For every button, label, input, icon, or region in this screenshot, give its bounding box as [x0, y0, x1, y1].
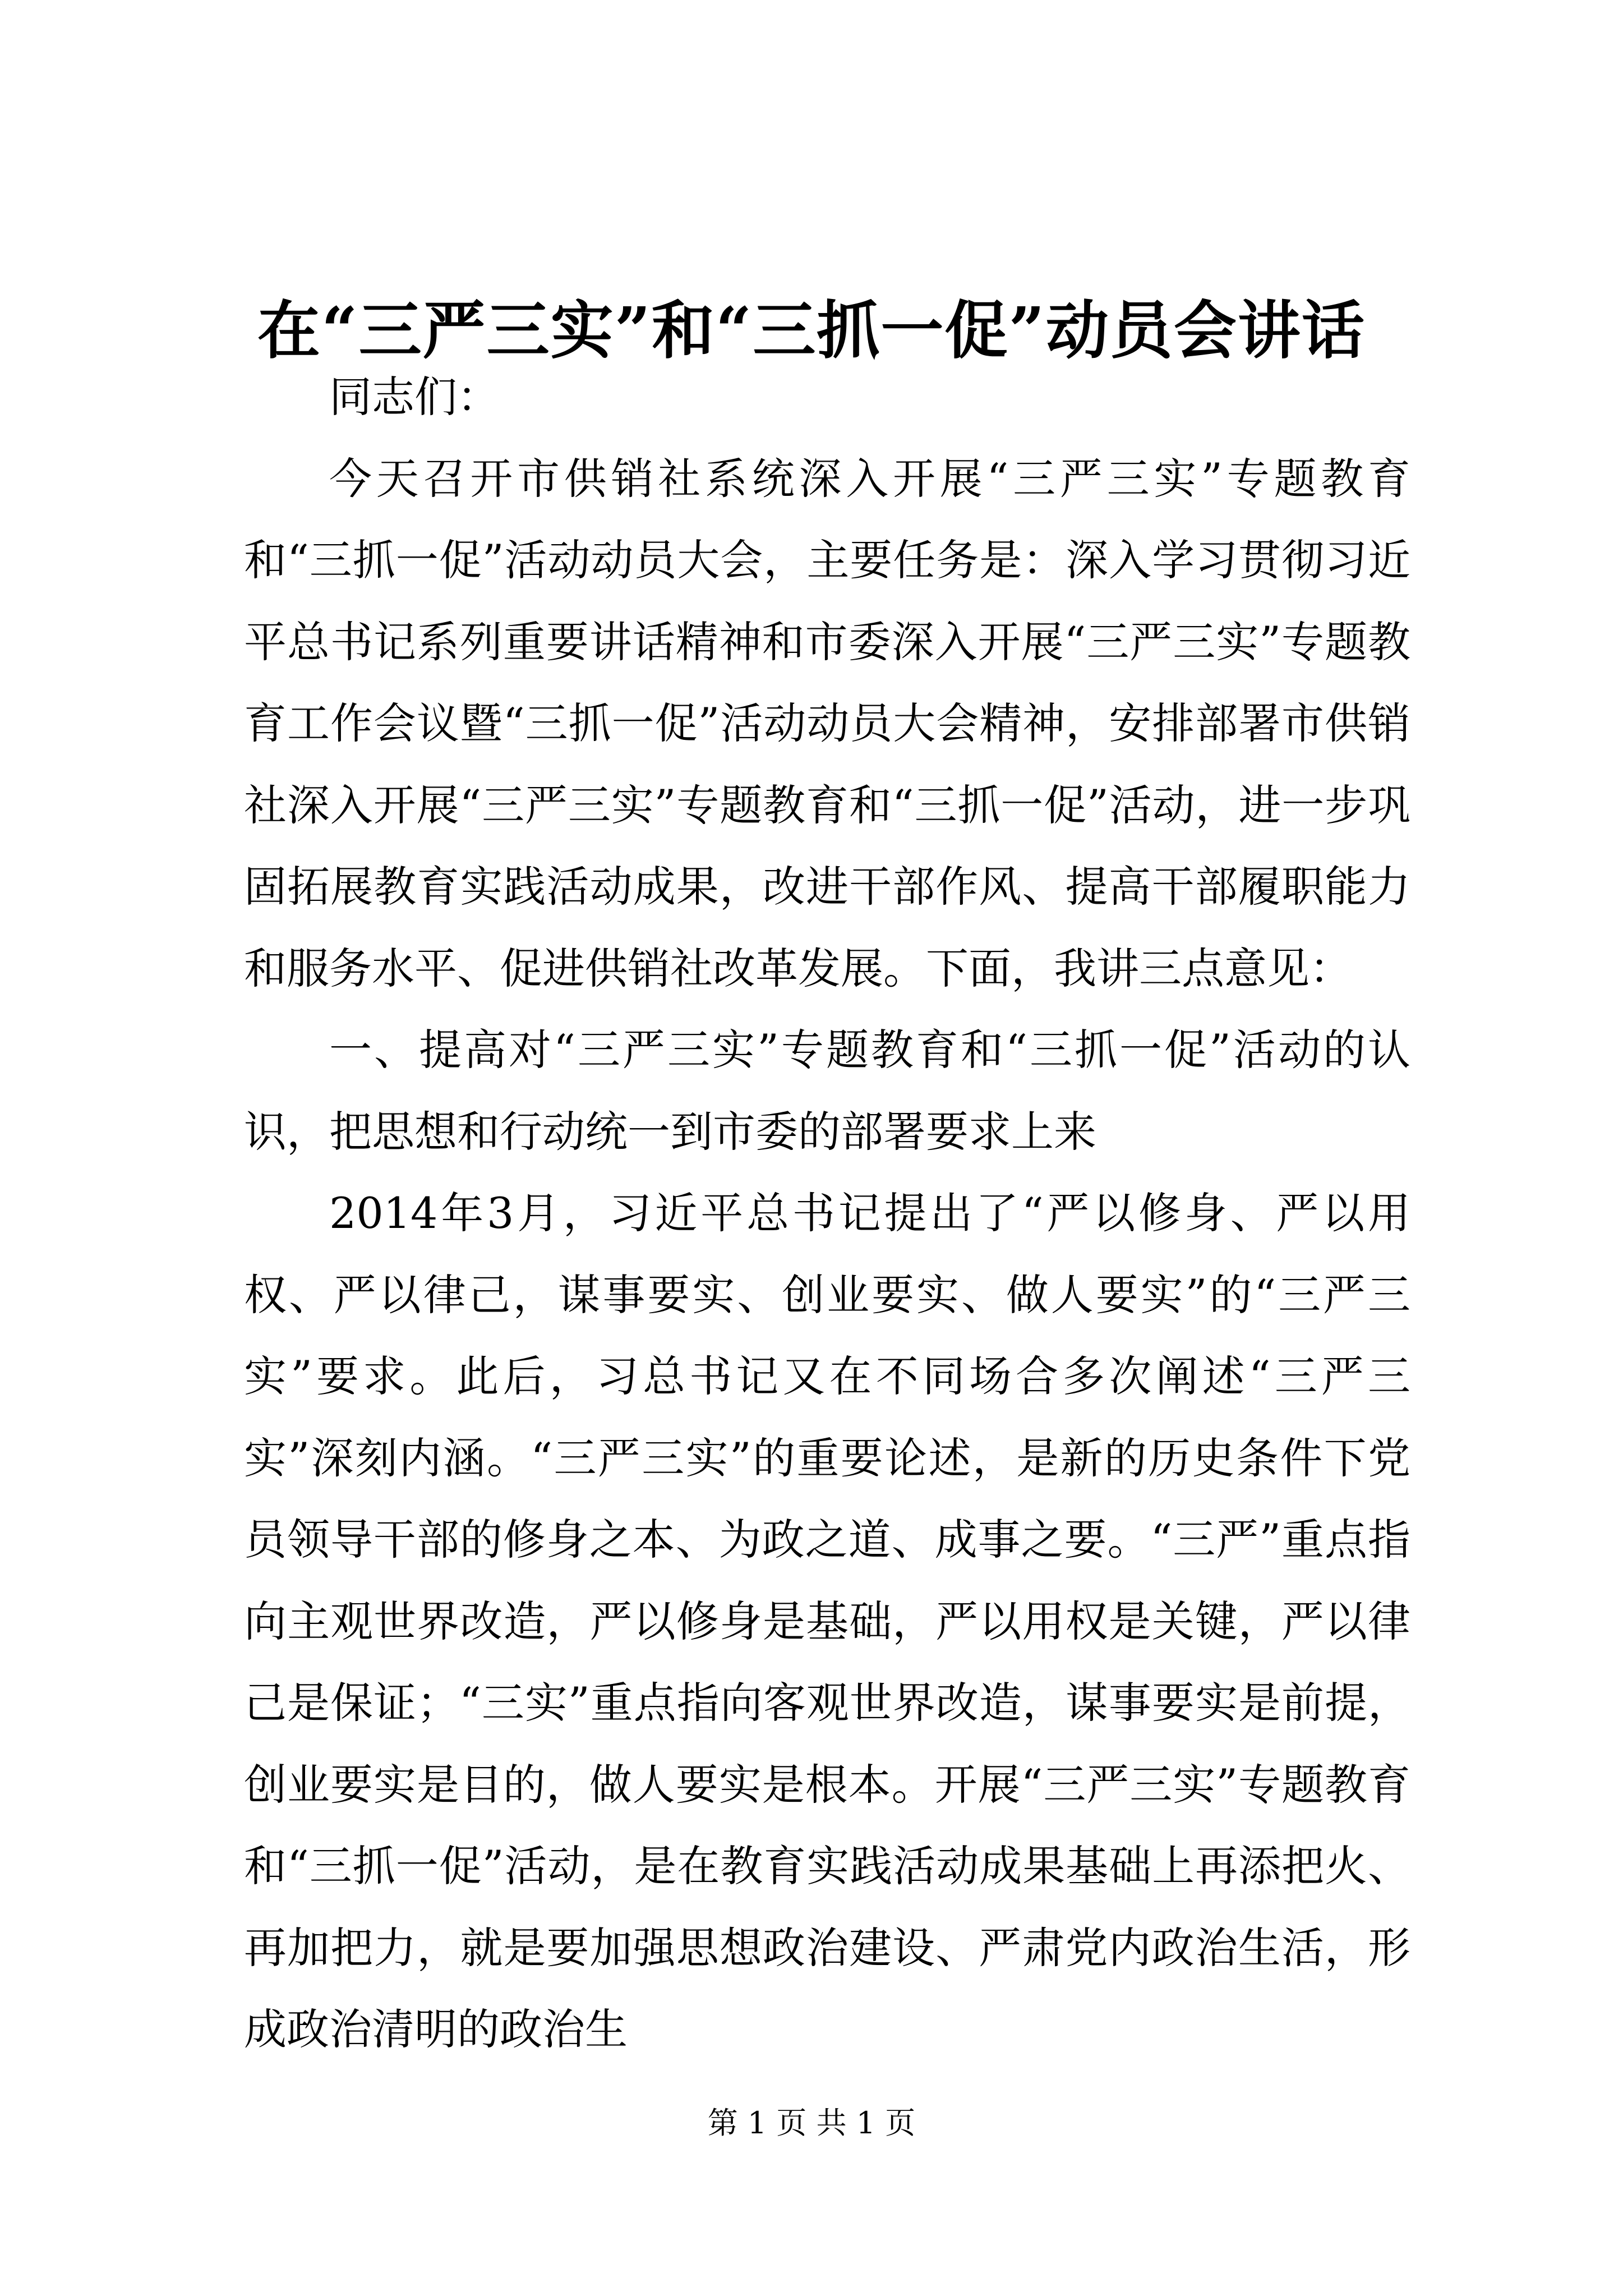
body-paragraph: 2014年3月，习近平总书记提出了“严以修身、严以用权、严以律己，谋事要实、创业要实、做人要实”的“三严三实”要求。此后，习总书记又在不同场合多次阐述“三严三实”深刻内涵。“三严三实”的重要论述，是新的历史条件下党员领导干部的修身之本、为政之道、成事之要。“三严”重点指向主观世界改造，严以修身是基础，严以用权是关键，严以律己是保证；“三实”重点指向客观世界改造，谋事要实是前提，创业要实是目的，做人要实是根本。开展“三严三实”专题教育和“三抓一促”活动，是在教育实践活动成果基础上再添把火、再加把力，就是要加强思想政治建设、严肃党内政治生活，形成政治清明的政治生 — [244, 1188, 1410, 2054]
salutation-paragraph: 同志们： — [329, 372, 500, 422]
document-body — [244, 356, 1410, 2070]
intro-paragraph: 今天召开市供销社系统深入开展“三严三实”专题教育和“三抓一促”活动动员大会，主要任务是：深入学习贯彻习近平总书记系列重要讲话精神和市委深入开展“三严三实”专题教育工作会议暨“三抓一促”活动动员大会精神，安排部署市供销社深入开展“三严三实”专题教育和“三抓一促”活动，进一步巩固拓展教育实践活动成果，改进干部作风、提高干部履职能力和服务水平、促进供销社改革发展。下面，我讲三点意见： — [244, 453, 1410, 993]
section-heading-paragraph: 一、提高对“三严三实”专题教育和“三抓一促”活动的认识，把思想和行动统一到市委的部署要求上来 — [244, 1025, 1410, 1157]
document-title: 在“三严三实”和“三抓一促”动员会讲话 — [257, 294, 1366, 367]
page-number-footer: 第 1 页 共 1 页 — [707, 2105, 916, 2141]
